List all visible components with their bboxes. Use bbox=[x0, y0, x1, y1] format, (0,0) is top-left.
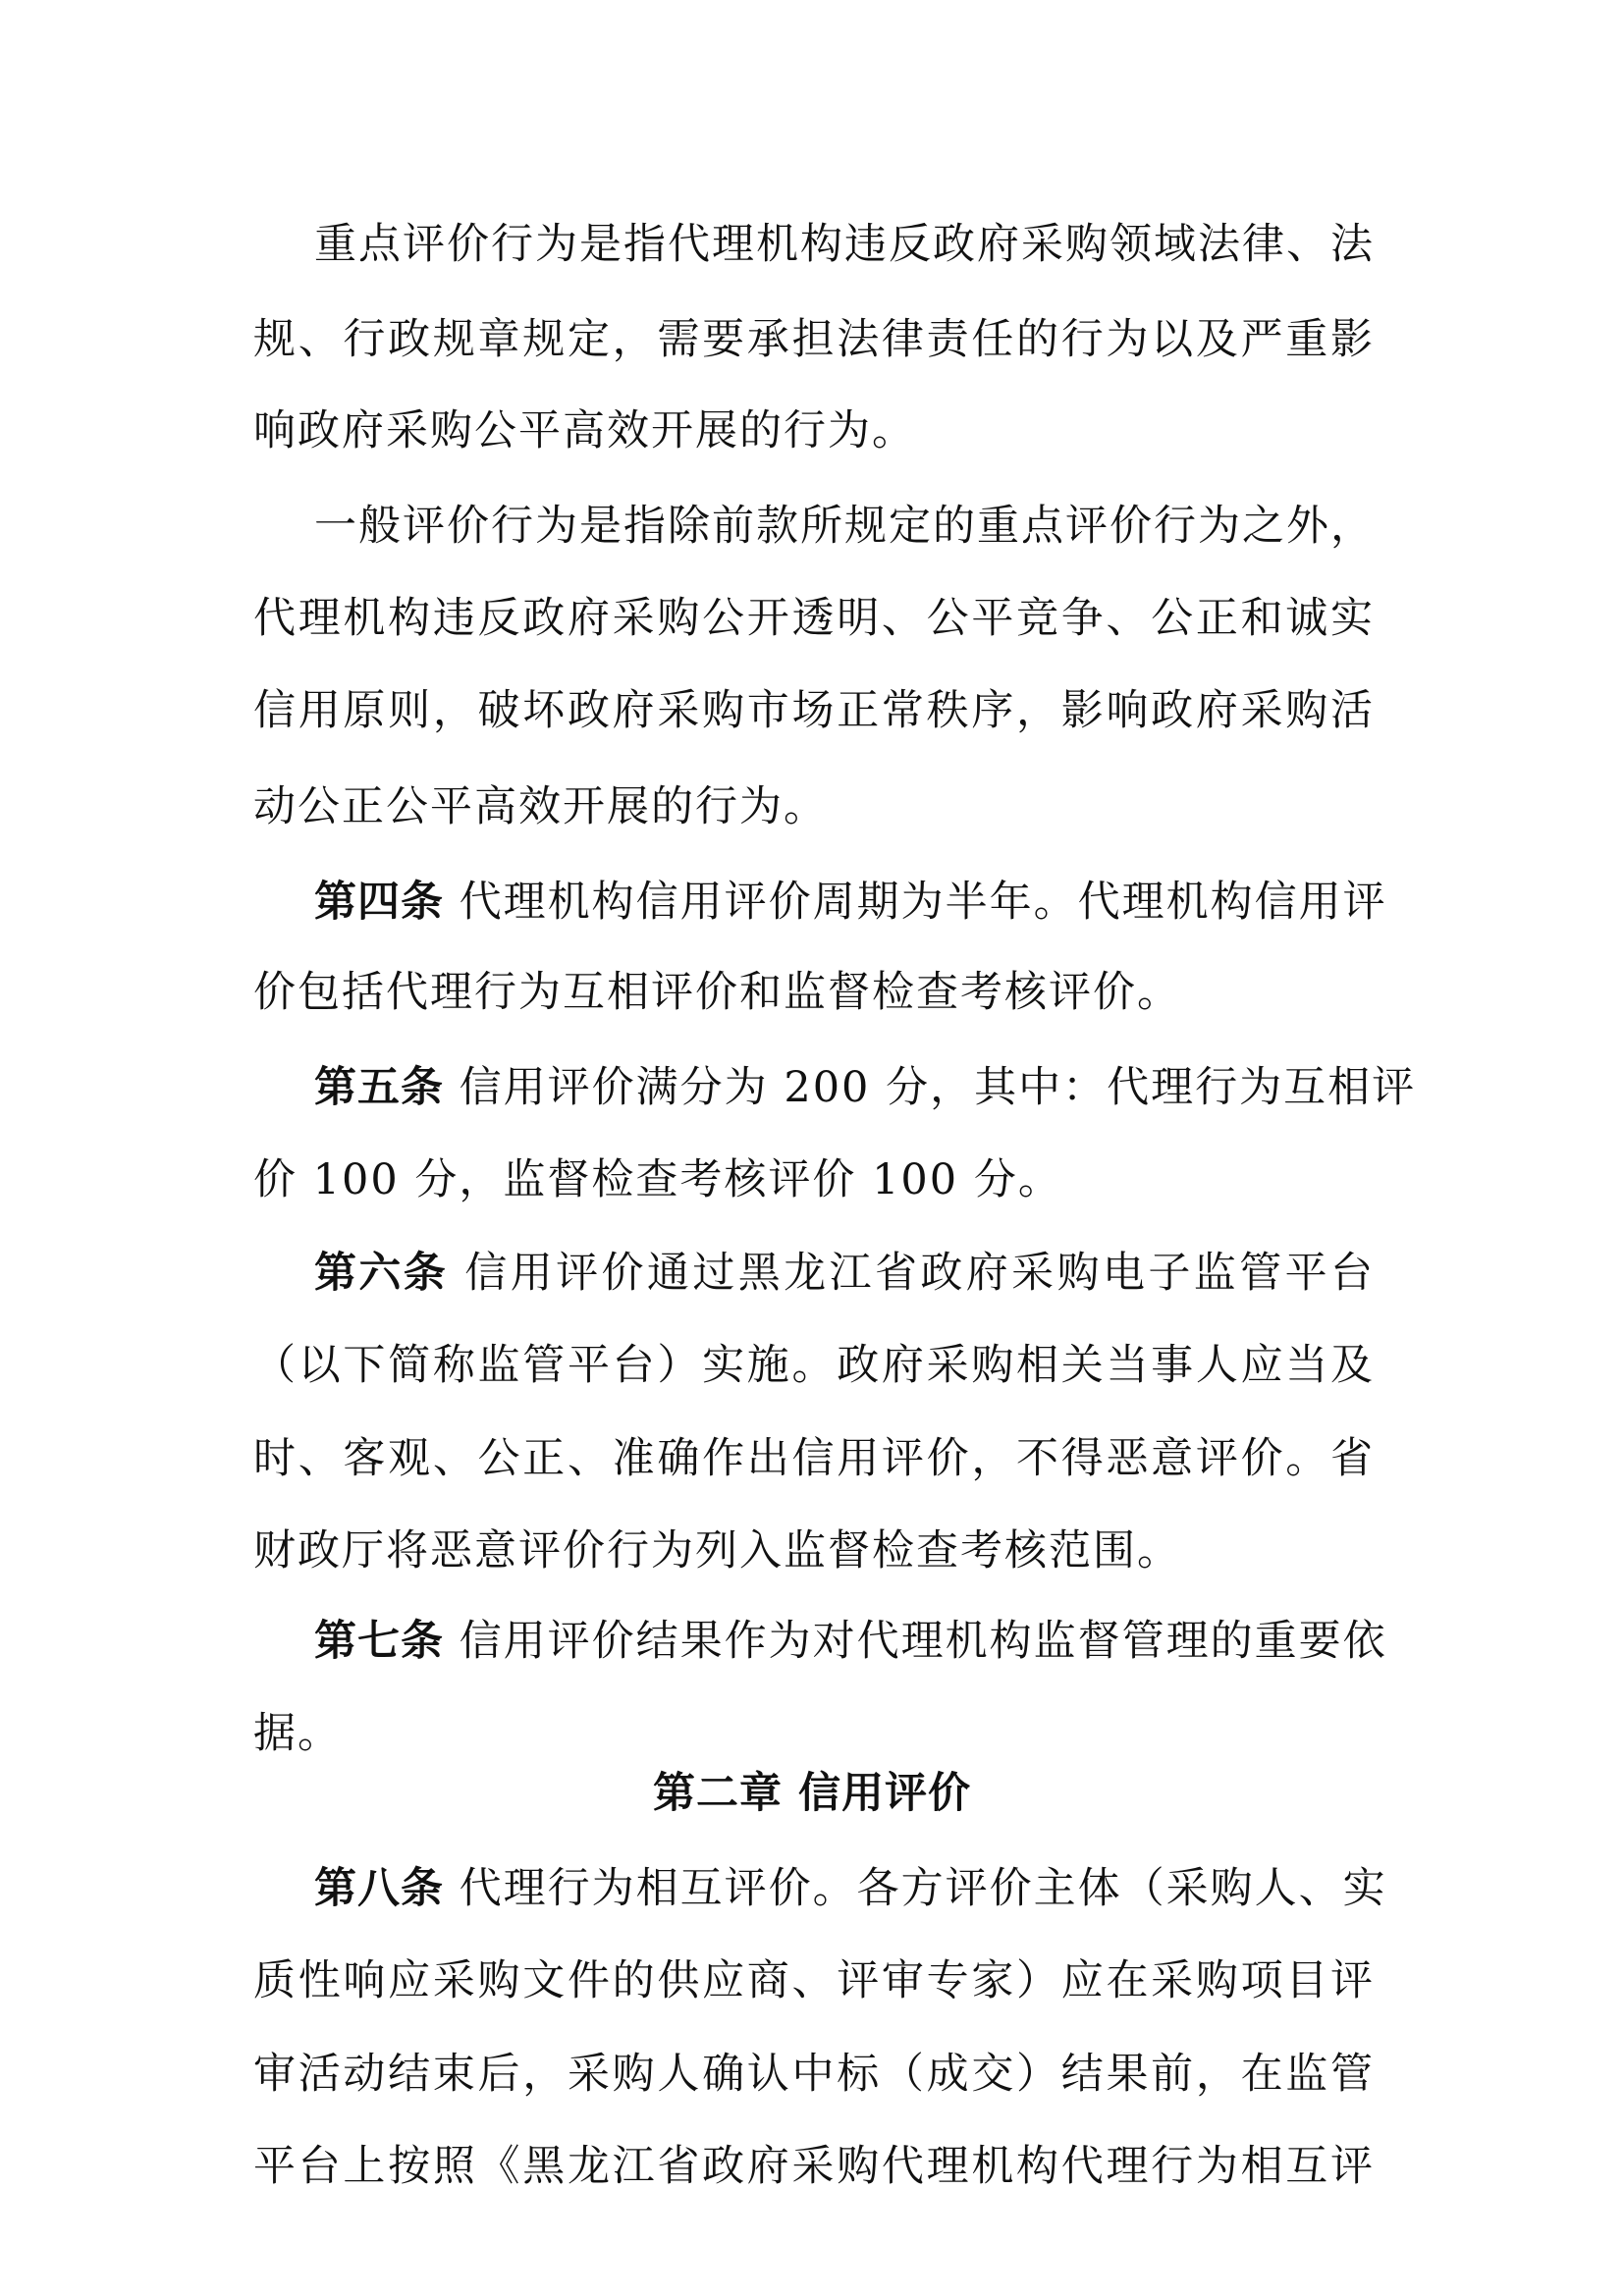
article-8-line-2: 质性响应采购文件的供应商、评审专家）应在采购项目评 bbox=[253, 1956, 1375, 2005]
article-6-label: 第六条 bbox=[314, 1249, 449, 1298]
article-8-label: 第八条 bbox=[314, 1864, 444, 1913]
article-7-line-2: 据。 bbox=[253, 1709, 342, 1758]
article-5-line-2: 价 100 分，监督检查考核评价 100 分。 bbox=[253, 1155, 1062, 1204]
paragraph-2-line-3: 信用原则，破坏政府采购市场正常秩序，影响政府采购活 bbox=[253, 686, 1375, 735]
article-5-text: 信用评价满分为 200 分，其中：代理行为互相评 bbox=[459, 1063, 1417, 1112]
article-8-line-4: 平台上按照《黑龙江省政府采购代理机构代理行为相互评 bbox=[253, 2142, 1375, 2191]
article-4-text: 代理机构信用评价周期为半年。代理机构信用评 bbox=[459, 878, 1387, 927]
article-8-line-1 bbox=[314, 1859, 1387, 1918]
article-6-line-4: 财政厅将恶意评价行为列入监督检查考核范围。 bbox=[253, 1526, 1181, 1575]
article-6-text: 信用评价通过黑龙江省政府采购电子监管平台 bbox=[464, 1249, 1376, 1298]
article-8-line-3: 审活动结束后，采购人确认中标（成交）结果前，在监管 bbox=[253, 2050, 1375, 2099]
article-7-label: 第七条 bbox=[314, 1617, 444, 1666]
article-7-text: 信用评价结果作为对代理机构监督管理的重要依 bbox=[459, 1617, 1387, 1666]
article-5-line-1 bbox=[314, 1058, 1417, 1117]
article-6-line-3: 时、客观、公正、准确作出信用评价，不得恶意评价。省 bbox=[253, 1434, 1375, 1483]
article-4-label: 第四条 bbox=[314, 878, 444, 927]
article-4-line-2: 价包括代理行为互相评价和监督检查考核评价。 bbox=[253, 968, 1181, 1017]
article-6-line-1 bbox=[314, 1244, 1375, 1303]
paragraph-2-line-1: 一般评价行为是指除前款所规定的重点评价行为之外， bbox=[314, 502, 1375, 551]
paragraph-2-line-2: 代理机构违反政府采购公开透明、公平竞争、公正和诚实 bbox=[253, 594, 1375, 643]
paragraph-2-line-4: 动公正公平高效开展的行为。 bbox=[253, 782, 828, 831]
paragraph-1-line-1: 重点评价行为是指代理机构违反政府采购领域法律、法 bbox=[314, 220, 1375, 269]
paragraph-1-line-3: 响政府采购公平高效开展的行为。 bbox=[253, 406, 916, 455]
article-5-label: 第五条 bbox=[314, 1063, 444, 1112]
article-7-line-1 bbox=[314, 1612, 1387, 1671]
article-6-line-2: （以下简称监管平台）实施。政府采购相关当事人应当及 bbox=[253, 1341, 1375, 1390]
paragraph-1-line-2: 规、行政规章规定，需要承担法律责任的行为以及严重影 bbox=[253, 315, 1375, 364]
article-4-line-1 bbox=[314, 873, 1387, 932]
article-8-text: 代理行为相互评价。各方评价主体（采购人、实 bbox=[459, 1864, 1387, 1913]
chapter-heading: 第二章 信用评价 bbox=[653, 1769, 971, 1818]
